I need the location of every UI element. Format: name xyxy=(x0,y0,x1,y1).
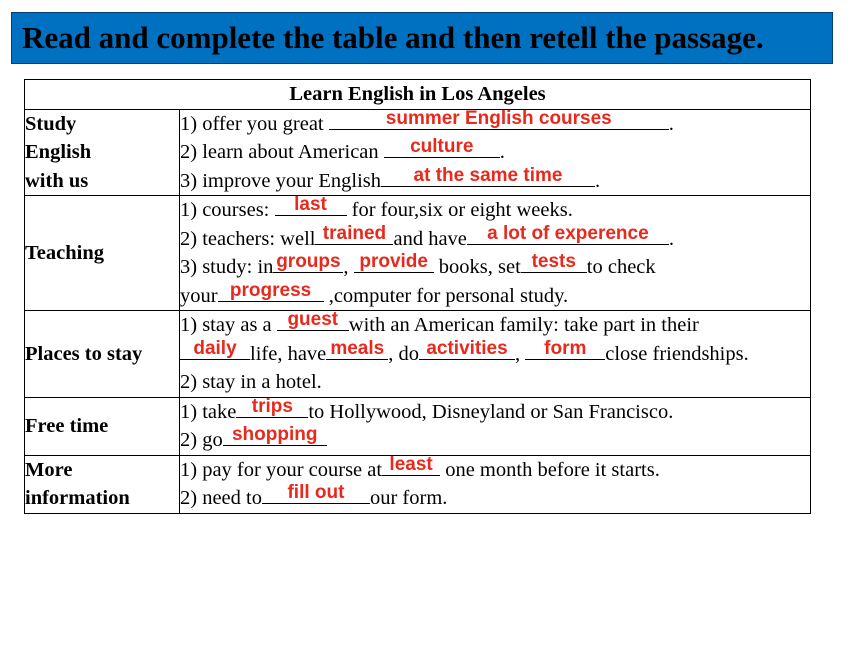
worksheet-table xyxy=(24,79,811,514)
row-content-places xyxy=(180,311,811,398)
text-segment: 1) offer you great xyxy=(180,112,329,135)
text-segment: 3) study: in xyxy=(180,256,274,278)
label-line: Study xyxy=(25,112,77,135)
answer-blank[interactable] xyxy=(262,484,370,513)
answer-text: progress xyxy=(229,279,312,301)
text-segment: and have xyxy=(393,227,467,250)
table-row xyxy=(25,109,811,196)
answer-blank[interactable] xyxy=(223,426,327,455)
text-segment: 3) improve your English xyxy=(180,169,381,192)
answer-text: summer English courses xyxy=(385,107,612,129)
row-content-teaching xyxy=(180,196,811,311)
table-row xyxy=(25,397,811,455)
text-segment: 1) courses: xyxy=(180,199,275,221)
answer-blank[interactable] xyxy=(521,253,587,282)
answer-text: daily xyxy=(193,337,237,359)
row-content-more xyxy=(180,455,811,513)
content-line xyxy=(180,484,810,513)
text-segment: 2) go xyxy=(180,429,223,451)
text-segment: books, set xyxy=(433,256,521,278)
content-line xyxy=(180,337,810,369)
label-line: with us xyxy=(25,169,89,192)
text-segment: . xyxy=(499,141,505,163)
text-segment: 1) stay as a xyxy=(180,314,277,336)
answer-text: groups xyxy=(276,251,341,272)
answer-text: shopping xyxy=(231,424,318,445)
text-segment: close friendships. xyxy=(605,342,749,365)
answer-text: guest xyxy=(287,309,339,330)
label-line: information xyxy=(25,487,130,509)
text-segment: with an American family: take part in their xyxy=(348,314,699,336)
text-segment: our form. xyxy=(369,487,448,509)
text-segment: to Hollywood, Disneyland or San Francisco. xyxy=(308,400,674,423)
answer-text: meals xyxy=(330,337,385,359)
text-segment: . xyxy=(668,227,675,250)
answer-text: trained xyxy=(322,222,387,244)
text-segment: . xyxy=(668,112,674,135)
text-segment: 1) pay for your course at xyxy=(180,458,383,481)
answer-text: tests xyxy=(531,251,576,272)
text-segment: . xyxy=(595,169,601,192)
heading-banner xyxy=(11,12,833,64)
row-content-free xyxy=(180,397,811,455)
row-label-more xyxy=(25,455,180,513)
answer-text: trips xyxy=(251,395,293,417)
text-segment: one month before it starts. xyxy=(440,458,660,481)
answer-text: at the same time xyxy=(413,164,563,186)
text-segment: , do xyxy=(388,342,420,365)
label-line: English xyxy=(25,141,92,163)
label-line: More xyxy=(25,458,73,481)
text-segment: 2) teachers: well xyxy=(180,227,316,250)
text-segment: 2) need to xyxy=(180,487,262,509)
answer-text: a lot of experence xyxy=(487,222,649,244)
answer-text: culture xyxy=(410,136,474,157)
answer-blank[interactable] xyxy=(381,164,595,196)
heading-text: Read and complete the table and then retell the passage. xyxy=(22,20,764,55)
row-label-teaching: Teaching xyxy=(25,196,180,311)
answer-text: fill out xyxy=(287,482,345,503)
text-segment: 1) take xyxy=(180,400,237,423)
text-segment: , xyxy=(515,342,526,365)
text-segment: ,computer for personal study. xyxy=(323,284,569,307)
content-line: 2) stay in a hotel. xyxy=(180,371,322,393)
answer-text: last xyxy=(294,194,327,215)
answer-blank[interactable] xyxy=(180,337,250,369)
answer-blank[interactable] xyxy=(419,337,515,369)
content-line xyxy=(180,426,810,455)
table-title: Learn English in Los Angeles xyxy=(25,80,811,110)
row-content-study xyxy=(180,109,811,196)
text-segment: your xyxy=(180,284,218,307)
text-segment: to check xyxy=(586,256,656,278)
answer-blank[interactable] xyxy=(525,337,605,369)
text-segment: for four,six or eight weeks. xyxy=(346,199,573,221)
table-row xyxy=(25,196,811,311)
answer-text: least xyxy=(389,453,433,475)
answer-text: form xyxy=(544,337,587,359)
answer-blank[interactable] xyxy=(382,453,440,485)
table-row xyxy=(25,455,811,513)
text-segment: , xyxy=(343,256,354,278)
answer-text: activities xyxy=(426,337,508,359)
row-label-free: Free time xyxy=(25,397,180,455)
row-label-places: Places to stay xyxy=(25,311,180,398)
answer-blank[interactable] xyxy=(326,337,388,369)
content-line xyxy=(180,279,810,311)
table-row xyxy=(25,311,811,398)
text-segment: life, have xyxy=(250,342,327,365)
text-segment: 2) learn about American xyxy=(180,141,384,163)
answer-text: provide xyxy=(359,251,428,272)
answer-blank[interactable] xyxy=(354,253,434,282)
row-label-study xyxy=(25,109,180,196)
